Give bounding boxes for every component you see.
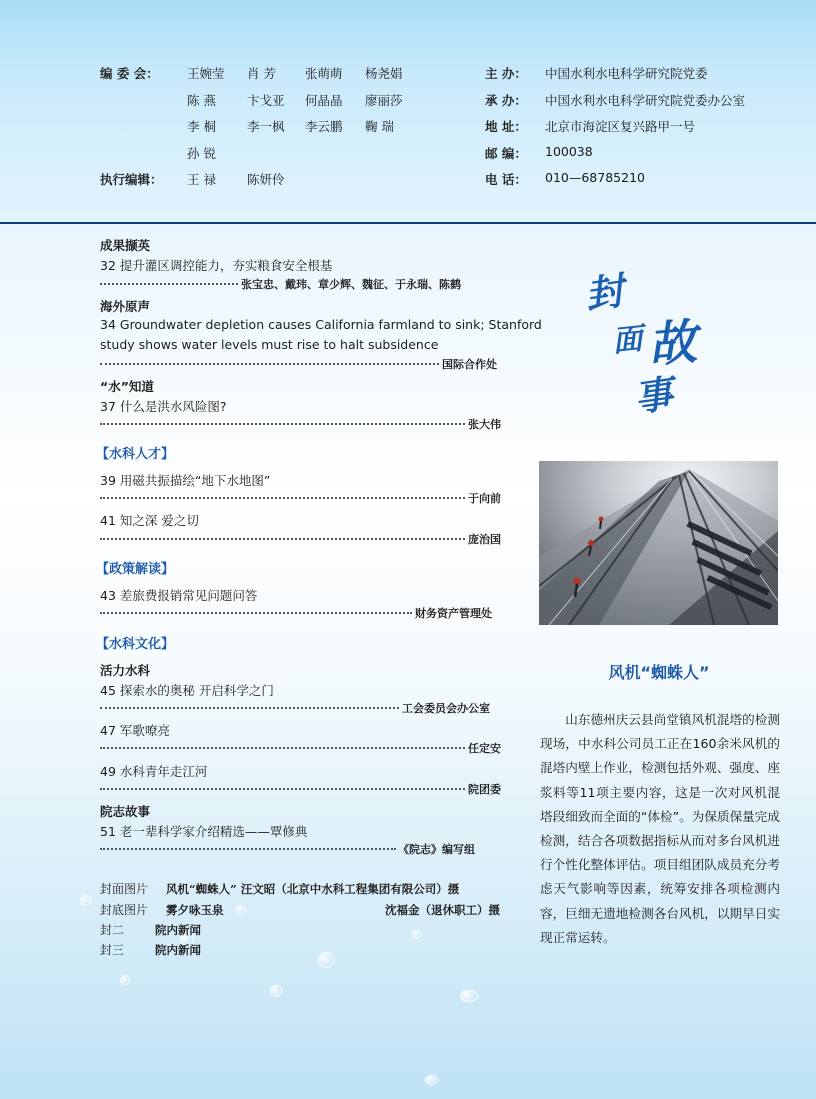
section-heading-overseas: 海外原声: [100, 299, 151, 314]
toc-entry-45-title[interactable]: 45 探索水的奥秘 开启科学之门: [100, 683, 274, 698]
section-bracket-policy: 【政策解读】: [96, 562, 175, 577]
toc-entry-39-title[interactable]: 39 用磁共振描绘“地下水地图”: [100, 473, 271, 488]
info-value-phone: 010—68785210: [545, 170, 645, 185]
masthead: 编 委 会： 王婉莹 肖 芳 张萌萌 杨尧娟 陈 燕 卞戈亚 何晶晶 廖丽莎 李 桐 李一枫 李云鹏 鞠 瑞 孙 锐 执行编辑： 王 禄 陈妍伶 主 办： 中国水利水电科学研究院党委 承 办： 中国水利水电科学研究院党委办公室 地 址： 北京市海淀区复兴路甲一号 邮 编： 100038 电 话： 010—68785210: [0, 0, 816, 224]
toc-leader-dots: [100, 746, 465, 749]
exec-editor-label: 执行编辑：: [100, 172, 163, 187]
toc-entry-49-title[interactable]: 49 水科青年走江河: [100, 764, 208, 779]
toc-entry-34-author: 国际合作处: [442, 358, 497, 371]
cover-story-title: 风机“蜘蛛人”: [608, 663, 710, 682]
info-label-organizer: 承 办：: [485, 93, 527, 108]
section-heading-achievements: 成果撷英: [100, 238, 151, 253]
info-label-address: 地 址：: [485, 119, 527, 134]
toc-leader-dots: [100, 362, 439, 365]
toc-entry-47-title[interactable]: 47 军歌嘹亮: [100, 723, 170, 738]
info-value-address: 北京市海淀区复兴路甲一号: [545, 119, 696, 134]
credit-value-inside-back: 院内新闻: [155, 943, 201, 957]
cover-story-heading-char: 故: [646, 313, 699, 374]
committee-label: 编 委 会：: [100, 66, 159, 81]
toc-entry-41-title[interactable]: 41 知之深 爱之切: [100, 513, 199, 528]
toc-entry-41-author: 庞治国: [468, 533, 501, 546]
credit-photographer-back: 沈福金（退休职工）摄: [385, 903, 500, 917]
section-heading-water-knowledge: “水”知道: [100, 379, 154, 394]
toc-entry-51-author: 《院志》编写组: [398, 843, 475, 856]
credit-label-cover: 封面图片: [100, 882, 149, 896]
section-heading-history: 院志故事: [100, 804, 151, 819]
info-label-sponsor: 主 办：: [485, 66, 527, 81]
toc-leader-dots: [100, 496, 465, 499]
toc-entry-37-title[interactable]: 37 什么是洪水风险图?: [100, 399, 227, 414]
toc-entry-37-author: 张大伟: [468, 418, 501, 431]
info-label-phone: 电 话：: [485, 172, 527, 187]
cover-story-body: 山东德州庆云县尚堂镇风机混塔的检测现场，中水科公司员工正在160余米风机的混塔内壁上作业，检测包括外观、强度、座浆料等11项主要内容，这是一次对风机混塔段细致而全面的“体检”。为保质保量完成检测，结合各项数据指标从而对多台风机进行个性化整体评估。项目组团队成员充分考虑天气影响等因素，统筹安排各项检测内容，巨细无遗地检测各台风机，以期早日实现正常运转。: [540, 712, 780, 945]
toc-entry-51-title[interactable]: 51 老一辈科学家介绍精选——覃修典: [100, 824, 308, 839]
toc-leader-dots: [100, 706, 399, 709]
toc-leader-dots: [100, 787, 465, 790]
credit-label-inside-back: 封三: [100, 943, 125, 957]
info-value-sponsor: 中国水利水电科学研究院党委: [545, 66, 708, 81]
water-bubble: [460, 990, 478, 1002]
info-label-postcode: 邮 编：: [485, 146, 527, 161]
cover-story-heading-char: 事: [631, 370, 676, 421]
toc-leader-dots: [100, 282, 238, 285]
toc-entry-34-title-line1[interactable]: 34 Groundwater depletion causes California farmland to sink; Stanford: [100, 317, 542, 332]
water-bubble: [270, 985, 282, 997]
toc-leader-dots: [100, 847, 396, 850]
toc-entry-45-author: 工会委员会办公室: [402, 702, 490, 715]
toc-entry-43-author: 财务资产管理处: [415, 607, 492, 620]
credit-value-back: 雾夕咏玉泉: [166, 903, 224, 917]
water-bubble: [80, 895, 91, 906]
section-bracket-talent: 【水科人才】: [96, 447, 175, 462]
info-value-organizer: 中国水利水电科学研究院党委办公室: [545, 93, 746, 108]
water-bubble: [120, 975, 130, 985]
toc-entry-32-title[interactable]: 32 提升灌区调控能力，夯实粮食安全根基: [100, 258, 333, 273]
credit-label-back: 封底图片: [100, 903, 149, 917]
info-value-postcode: 100038: [545, 144, 593, 159]
toc-leader-dots: [100, 537, 465, 540]
toc-entry-34-title-line2[interactable]: study shows water levels must rise to halt subsidence: [100, 337, 439, 352]
water-bubble: [425, 1075, 438, 1085]
section-heading-vitality: 活力水科: [100, 663, 151, 678]
water-bubble: [318, 952, 334, 968]
tower-interior-illustration: [539, 461, 778, 625]
toc-entry-43-title[interactable]: 43 差旅费报销常见问题问答: [100, 588, 258, 603]
toc-leader-dots: [100, 611, 412, 614]
water-bubble: [412, 930, 421, 939]
toc-leader-dots: [100, 422, 465, 425]
credit-value-inside-front: 院内新闻: [155, 923, 201, 937]
cover-photo-wind-tower-interior: [539, 461, 778, 625]
toc-entry-32-author: 张宝忠、戴玮、章少辉、魏征、于永瑞、陈鹤: [241, 278, 461, 291]
credit-label-inside-front: 封二: [100, 923, 125, 937]
cover-story-heading-char: 面: [610, 321, 645, 360]
water-bubble: [236, 905, 246, 915]
cover-story-heading-char: 封: [582, 267, 627, 318]
section-bracket-culture: 【水科文化】: [96, 637, 175, 652]
credit-value-cover: 风机“蜘蛛人” 汪文昭（北京中水科工程集团有限公司）摄: [166, 882, 460, 896]
toc-entry-49-author: 院团委: [468, 783, 501, 796]
toc-entry-47-author: 任定安: [468, 742, 501, 755]
toc-entry-39-author: 于向前: [468, 492, 501, 505]
